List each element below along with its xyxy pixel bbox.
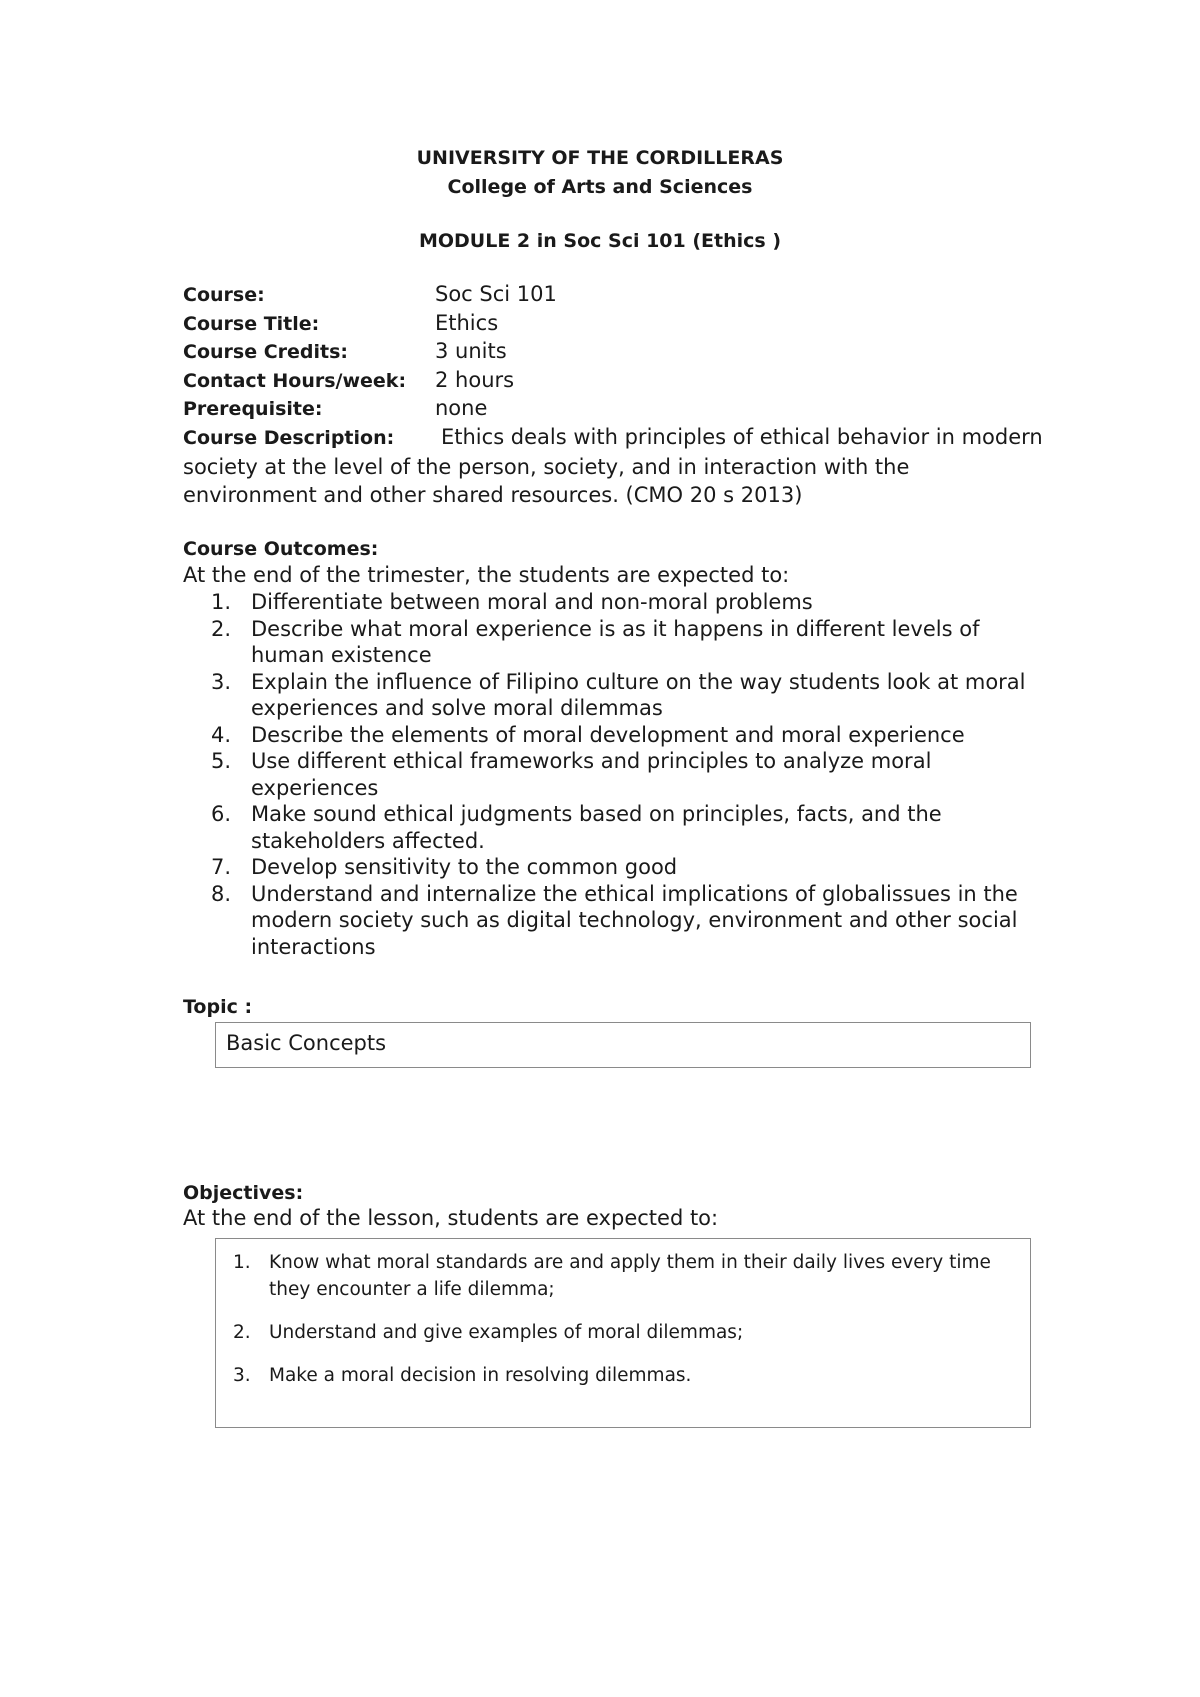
objectives-intro: At the end of the lesson, students are expected to:: [183, 1206, 719, 1230]
list-text: Understand and internalize the ethical implications of globalissues in the modern society such as digital technology, environment and other social interactions: [251, 881, 1018, 959]
course-description-text: Ethics deals with principles of ethical behavior in modern society at the level of the person, society, and in interaction with the environment and other shared resources. (CMO 20 s 2013): [183, 424, 1043, 508]
list-text: Know what moral standards are and apply them in their daily lives every time they encounter a life dilemma;: [269, 1252, 991, 1300]
info-value: none: [435, 396, 488, 421]
list-number: 5.: [211, 749, 232, 773]
list-item: [211, 854, 1041, 881]
list-text: Explain the influence of Filipino culture on the way students look at moral experiences and solve moral dilemmas: [251, 669, 1026, 720]
list-number: 1.: [233, 1252, 251, 1273]
course-outcomes-intro: At the end of the trimester, the students are expected to:: [183, 563, 790, 587]
list-number: 3.: [211, 669, 232, 694]
objectives-list: [233, 1249, 1018, 1405]
info-row-course-title: [183, 309, 1043, 338]
info-label: Contact Hours/week:: [183, 369, 407, 392]
list-item: [211, 616, 1041, 669]
info-value: Soc Sci 101: [435, 282, 557, 306]
info-value: 2 hours: [435, 367, 515, 392]
info-row-contact-hours: [183, 366, 1043, 395]
list-item: [211, 722, 1041, 749]
list-item: [211, 748, 1041, 801]
list-number: 7.: [211, 855, 232, 879]
info-label: Prerequisite:: [183, 398, 323, 421]
list-number: 1.: [211, 590, 232, 614]
info-value: Ethics: [435, 310, 499, 335]
topic-box: [215, 1022, 1031, 1068]
list-number: 2.: [211, 616, 232, 641]
list-text: Describe what moral experience is as it happens in different levels of human existence: [251, 616, 980, 667]
list-number: 4.: [211, 722, 232, 747]
list-number: 3.: [233, 1365, 251, 1386]
list-text: Differentiate between moral and non-moral problems: [251, 590, 813, 614]
university-name: UNIVERSITY OF THE CORDILLERAS: [416, 147, 784, 169]
list-number: 6.: [211, 802, 232, 826]
course-description: [183, 423, 1043, 510]
list-item: [233, 1319, 1018, 1346]
list-item: [211, 801, 1041, 854]
list-number: 8.: [211, 881, 232, 906]
list-item: [211, 881, 1041, 961]
info-row-course: [183, 280, 1043, 309]
module-title: MODULE 2 in Soc Sci 101 (Ethics ): [418, 230, 782, 252]
list-text: Develop sensitivity to the common good: [251, 855, 678, 879]
info-label: Course Credits:: [183, 341, 349, 364]
list-item: [233, 1362, 1018, 1389]
objectives-title: Objectives:: [183, 1182, 304, 1204]
course-info: [183, 280, 1043, 510]
course-outcomes-title: Course Outcomes:: [183, 538, 379, 560]
list-item: [211, 589, 1041, 616]
info-label: Course Title:: [183, 312, 320, 335]
list-text: Make a moral decision in resolving dilemmas.: [269, 1365, 692, 1386]
list-item: [233, 1249, 1018, 1303]
topic-value: Basic Concepts: [226, 1031, 387, 1055]
course-outcomes-list: [211, 589, 1041, 960]
list-text: Understand and give examples of moral dilemmas;: [269, 1322, 744, 1343]
info-value: 3 units: [435, 339, 507, 364]
list-item: [211, 669, 1041, 722]
info-row-course-credits: [183, 337, 1043, 366]
topic-title: Topic :: [183, 996, 253, 1018]
list-text: Make sound ethical judgments based on principles, facts, and the stakeholders affected.: [251, 802, 942, 853]
list-text: Use different ethical frameworks and principles to analyze moral experiences: [251, 749, 932, 800]
list-text: Describe the elements of moral development and moral experience: [251, 722, 965, 747]
course-description-label: Course Description:: [183, 426, 395, 449]
list-number: 2.: [233, 1322, 251, 1343]
objectives-box: [215, 1238, 1031, 1428]
college-name: College of Arts and Sciences: [447, 176, 753, 198]
info-label: Course:: [183, 284, 265, 306]
info-row-prerequisite: [183, 394, 1043, 423]
